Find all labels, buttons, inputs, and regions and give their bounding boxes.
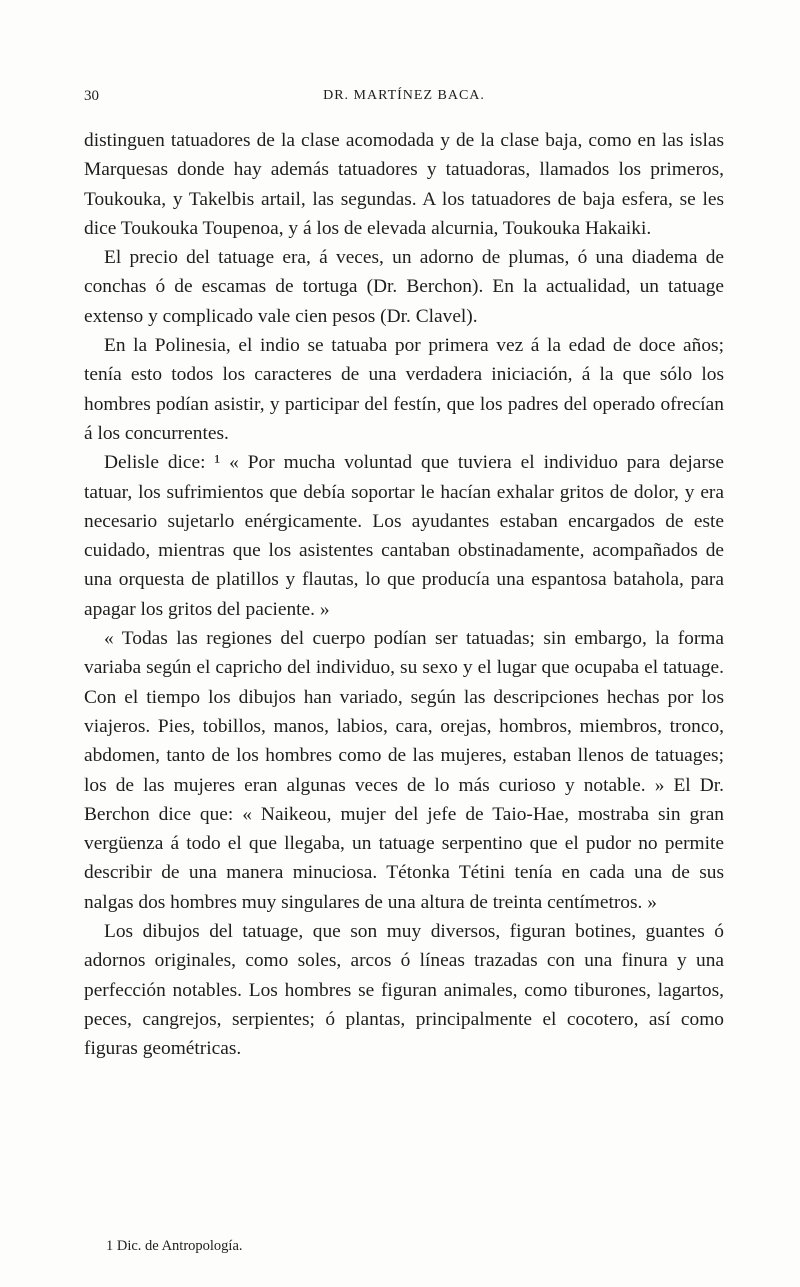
running-head: DR. MARTÍNEZ BACA. <box>323 88 485 103</box>
paragraph: « Todas las regiones del cuerpo podían ser tatuadas; sin embargo, la forma variaba según el capricho del individuo, su sexo y el lugar que ocupaba el tatuage. Con el tiempo los dibujos han variado, según las descripciones hechas por los viajeros. Pies, tobillos, manos, labios, cara, orejas, hombros, miembros, tronco, abdomen, tanto de los hombres como de las mujeres, estaban llenos de tatuages; los de las mujeres eran algunas veces de lo más curioso y notable. » El Dr. Berchon dice que: « Naikeou, mujer del jefe de Taio-Hae, mostraba sin gran vergüenza á todo el que llegaba, un tatuage serpentino que el pudor no permite describir de una manera minuciosa. Tétonka Tétini tenía en cada una de sus nalgas dos hombres muy singulares de una altura de treinta centímetros. » <box>84 628 724 913</box>
page-header <box>84 88 724 112</box>
paragraph: El precio del tatuage era, á veces, un adorno de plumas, ó una diadema de conchas ó de escamas de tortuga (Dr. Berchon). En la actualidad, un tatuage extenso y complicado vale cien pesos (Dr. Clavel). <box>84 247 724 327</box>
paragraph: En la Polinesia, el indio se tatuaba por primera vez á la edad de doce años; tenía esto todos los caracteres de una verdadera iniciación, á la que sólo los hombres podían asistir, y participar del festín, que los padres del operado ofrecían á los concurrentes. <box>84 335 724 444</box>
paragraph: Delisle dice: ¹ « Por mucha voluntad que tuviera el individuo para dejarse tatuar, los sufrimientos que debía soportar le hacían exhalar gritos de dolor, y era necesario sujetarlo enérgicamente. Los ayudantes estaban encargados de este cuidado, mientras que los asistentes cantaban obstinadamente, acompañados de una orquesta de platillos y flautas, lo que producía una espantosa batahola, para apagar los gritos del paciente. » <box>84 452 724 620</box>
body-text <box>84 126 724 1064</box>
page-number: 30 <box>84 88 99 104</box>
paragraph: Los dibujos del tatuage, que son muy diversos, figuran botines, guantes ó adornos originales, como soles, arcos ó líneas trazadas con una finura y una perfección notables. Los hombres se figuran animales, como tiburones, lagartos, peces, cangrejos, serpientes; ó plantas, principalmente el cocotero, así como figuras geométricas. <box>84 921 724 1060</box>
paragraph: distinguen tatuadores de la clase acomodada y de la clase baja, como en las islas Marquesas donde hay además tatuadores y tatuadoras, llamados los primeros, Toukouka, y Takelbis artail, las segundas. A los tatuadores de baja esfera, se les dice Toukouka Toupenoa, y á los de elevada alcurnia, Toukouka Hakaiki. <box>84 130 724 239</box>
footnote: 1 Dic. de Antropología. <box>106 1238 243 1254</box>
